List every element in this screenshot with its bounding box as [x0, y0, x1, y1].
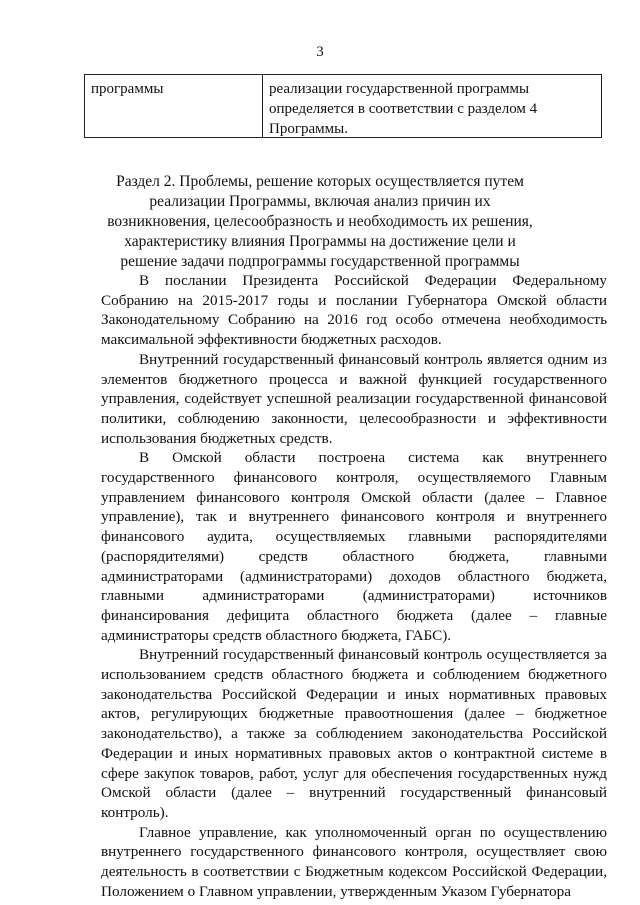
- section-heading-line: характеристику влияния Программы на достижение цели и: [124, 233, 516, 250]
- section-heading: [100, 172, 540, 272]
- body-text: [101, 271, 607, 902]
- section-heading-line: реализации Программы, включая анализ причин их: [149, 193, 491, 210]
- paragraph: В Омской области построена система как внутреннего государственного финансового контроля, осуществляемого Главным управлением финансового контроля Омской области (далее – Главное управление), так и внутреннего финансового контроля и внутреннего финансового аудита, осуществляемых главными распорядителями (распорядителями) средств областного бюджета, главными администраторами (администраторами) доходов областного бюджета, главными администраторами (администраторами) источников финансирования дефицита областного бюджета (далее – главные администраторы средств областного бюджета, ГАБС).: [101, 449, 607, 644]
- paragraph: В послании Президента Российской Федерации Федеральному Собранию на 2015-2017 годы и послании Губернатора Омской области Законодательному Собранию на 2016 год особо отмечена необходимость максимальной эффективности бюджетных расходов.: [101, 272, 607, 349]
- paragraph: Внутренний государственный финансовый контроль осуществляется за использованием средств областного бюджета и соблюдением бюджетного законодательства Российской Федерации и иных нормативных правовых актов, регулирующих бюджетные правоотношения (далее – бюджетное законодательство), а также за соблюдением законодательства Российской Федерации и иных нормативных правовых актов о контрактной системе в сфере закупок товаров, работ, услуг для обеспечения государственных нужд Омской области (далее – внутренний государственный финансовый контроль).: [101, 646, 607, 821]
- paragraph: Внутренний государственный финансовый контроль является одним из элементов бюджетного процесса и важной функцией государственного управления, содействует успешной реализации государственной финансовой политики, соблюдению законности, целесообразности и эффективности использования бюджетных средств.: [101, 350, 607, 447]
- paragraph: Главное управление, как уполномоченный орган по осуществлению внутреннего государственного финансового контроля, осуществляет свою деятельность в соответствии с Бюджетным кодексом Российской Федерации, Положением о Главном управлении, утвержденным Указом Губернатора: [101, 823, 607, 900]
- section-heading-line: возникновения, целесообразность и необходимость их решения,: [107, 213, 533, 230]
- table-fragment: [84, 74, 602, 138]
- table-cell-right: реализации государственной программы определяется в соответствии с разделом 4 Программы.: [269, 81, 538, 137]
- section-heading-line: решение задачи подпрограммы государственной программы: [120, 253, 520, 270]
- table-cell-left: программы: [85, 75, 263, 137]
- section-heading-line: Раздел 2. Проблемы, решение которых осуществляется путем: [116, 173, 524, 190]
- page-number: 3: [316, 44, 324, 60]
